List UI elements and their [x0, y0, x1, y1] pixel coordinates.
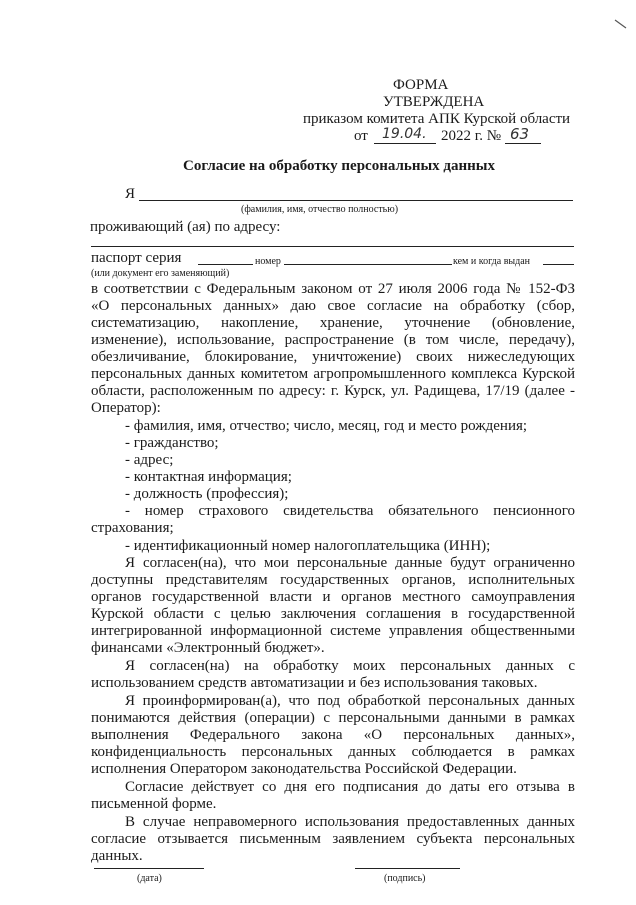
consent-text-line: Согласие действует со дня его подписания до даты его отзыва в — [125, 779, 575, 795]
consent-text-line: Оператор): — [91, 400, 161, 416]
list-item: - идентификационный номер налогоплательщика (ИНН); — [125, 538, 491, 554]
address-field-line[interactable] — [91, 246, 574, 247]
consent-text-line: выполнения Федерального закона «О персональных данных», — [91, 727, 575, 743]
form-label: ФОРМА — [393, 77, 449, 93]
corner-mark — [614, 18, 628, 32]
approved-label: УТВЕРЖДЕНА — [383, 94, 485, 110]
order-number-line — [505, 143, 541, 144]
consent-text-line: исполнения Оператором законодательства Российской Федерации. — [91, 761, 517, 777]
consent-text-line: в соответствии с Федеральным законом от 27 июля 2006 года № 152-ФЗ — [91, 281, 575, 297]
consent-text-line: Я согласен(на), что мои персональные данные будут ограниченно — [125, 555, 575, 571]
order-date-handwritten: 19.04. — [382, 126, 427, 142]
date-signature-line[interactable] — [94, 868, 204, 869]
consent-text-line: Курской области с целью заключения соглашения в государственной — [91, 606, 575, 622]
consent-text-line: Я проинформирован(а), что под обработкой персональных данных — [125, 693, 575, 709]
consent-text-line: «О персональных данных» даю свое согласие на обработку (сбор, — [91, 298, 575, 314]
list-item: - адрес; — [125, 452, 174, 468]
consent-text-line: систематизацию, накопление, хранение, уточнение (обновление, — [91, 315, 575, 331]
order-year-text: 2022 г. № — [441, 128, 502, 144]
list-item: - гражданство; — [125, 435, 219, 451]
consent-text-line: обезличивание, блокирование, уничтожение) своих нижеследующих — [91, 349, 575, 365]
page-title: Согласие на обработку персональных данных — [183, 158, 496, 174]
consent-text-line: Я согласен(на) на обработку моих персональных данных с — [125, 658, 575, 674]
list-item: страхования; — [91, 520, 174, 536]
name-field-line[interactable] — [139, 200, 573, 201]
consent-text-line: письменной форме. — [91, 796, 217, 812]
consent-text-line: В случае неправомерного использования предоставленных данных — [125, 814, 575, 830]
consent-text-line: данных. — [91, 848, 143, 864]
passport-hint: (или документ его заменяющий) — [91, 268, 230, 279]
passport-series-label: паспорт серия — [91, 250, 182, 266]
consent-text-line: согласие отзывается письменным заявлением субъекта персональных — [91, 831, 575, 847]
order-text: приказом комитета АПК Курской области — [303, 111, 571, 127]
signature-hint: (подпись) — [384, 873, 426, 884]
order-number-handwritten: 63 — [510, 125, 530, 143]
address-field-label: проживающий (ая) по адресу: — [90, 219, 281, 235]
signature-line[interactable] — [355, 868, 460, 869]
consent-text-line: изменение), использование, распространение (в том числе, передачу), — [91, 332, 575, 348]
list-item: - должность (профессия); — [125, 486, 289, 502]
name-field-label: Я — [125, 186, 136, 202]
passport-issued-line[interactable] — [543, 264, 574, 265]
passport-series-line[interactable] — [198, 264, 253, 265]
order-date-line — [374, 143, 436, 144]
passport-number-line[interactable] — [284, 264, 452, 265]
consent-text-line: персональных данных комитетом агропромышленного комплекса Курской — [91, 366, 575, 382]
consent-text-line: финансами «Электронный бюджет». — [91, 640, 325, 656]
list-item: - номер страхового свидетельства обязательного пенсионного — [125, 503, 575, 519]
list-item: - фамилия, имя, отчество; число, месяц, год и место рождения; — [125, 418, 528, 434]
consent-text-line: области, расположенным по адресу: г. Курск, ул. Радищева, 17/19 (далее - — [91, 383, 575, 399]
order-date-prefix: от — [354, 128, 368, 144]
passport-issued-label: кем и когда выдан — [453, 256, 531, 267]
consent-text-line: интегрированной информационной системе управления общественными — [91, 623, 575, 639]
consent-text-line: органов государственной власти и органов местного самоуправления — [91, 589, 575, 605]
consent-text-line: конфиденциальность персональных данных соблюдается в рамках — [91, 744, 575, 760]
passport-number-label: номер — [255, 256, 281, 267]
consent-text-line: понимаются действия (операции) с персональными данными в рамках — [91, 710, 575, 726]
list-item: - контактная информация; — [125, 469, 292, 485]
name-field-hint: (фамилия, имя, отчество полностью) — [241, 204, 399, 215]
consent-text-line: использованием средств автоматизации и без использования таковых. — [91, 675, 538, 691]
date-hint: (дата) — [137, 873, 162, 884]
consent-text-line: доступны представителям государственных органов, исполнительных — [91, 572, 575, 588]
